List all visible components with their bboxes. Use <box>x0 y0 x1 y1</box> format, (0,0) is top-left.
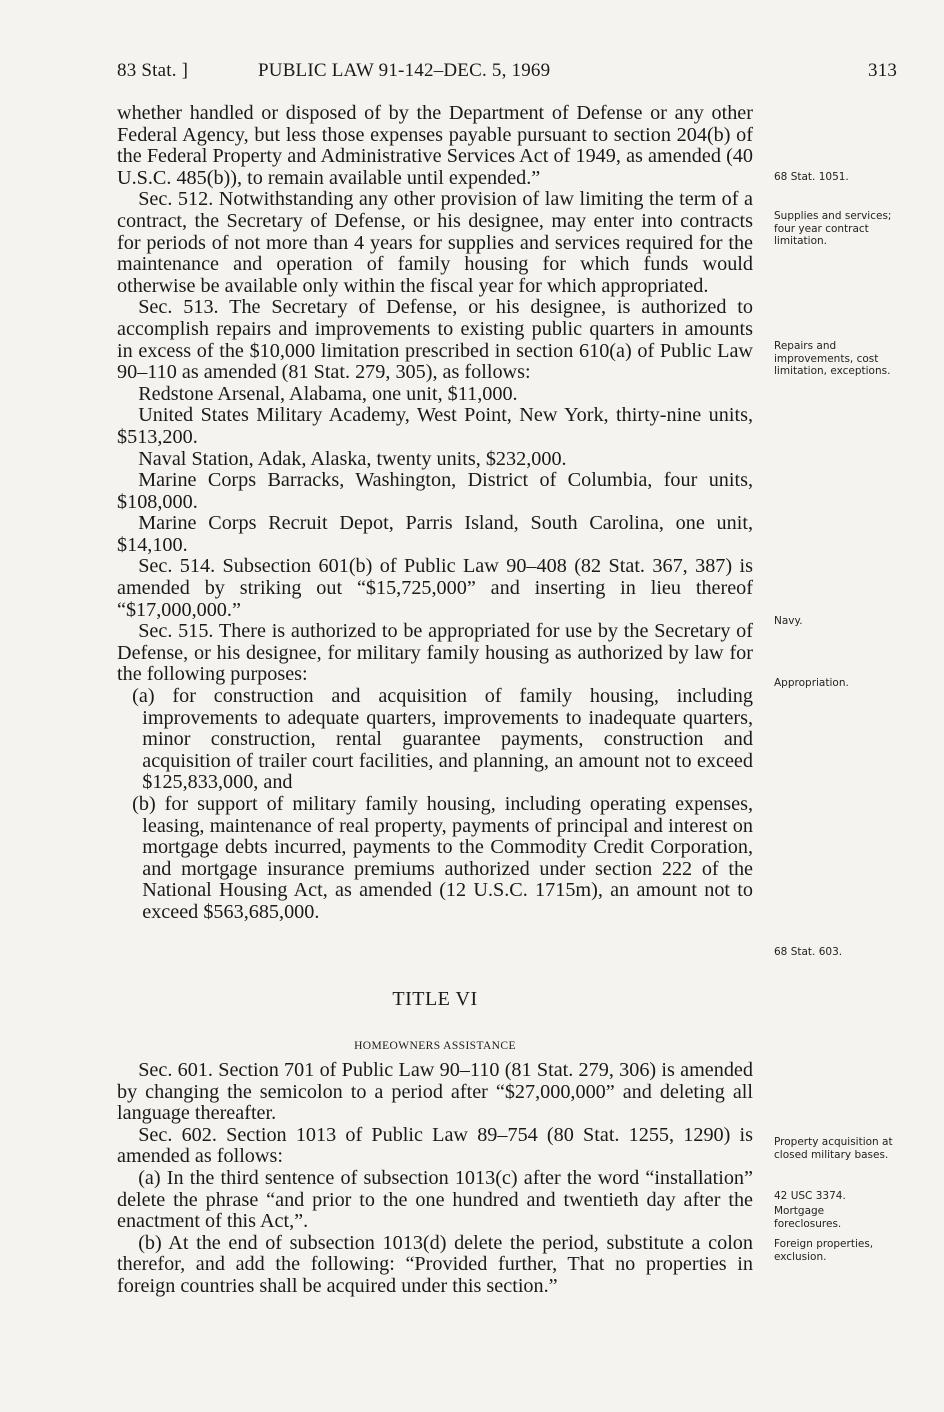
body-bottom <box>117 1060 753 1298</box>
margin-note: Property acquisition at closed military bases. <box>774 1136 893 1161</box>
section-515: Sec. 515. There is authorized to be appropriated for use by the Secretary of Defense, or his designee, for military family housing as authorized by law for the following purposes: <box>117 620 753 686</box>
margin-note: Navy. <box>774 615 803 627</box>
margin-note: Appropriation. <box>774 677 849 689</box>
section-512: Sec. 512. Notwithstanding any other provision of law limiting the term of a contract, the Secretary of Defense, or his designee, may enter into contracts for periods of not more than 4 years for supplies and services required for the maintenance and operation of family housing for which funds would otherwise be available only within the fiscal year for which appropriated. <box>117 188 753 297</box>
paragraph-continuation: whether handled or disposed of by the Department of Defense or any other Federal Agency, but less those expenses payable pursuant to section 204(b) of the Federal Property and Administrative Services Act of 1949, as amended (40 U.S.C. 485(b)), to remain available until expended.” <box>117 102 753 189</box>
header-title: PUBLIC LAW 91-142–DEC. 5, 1969 <box>258 60 551 81</box>
section-601: Sec. 601. Section 701 of Public Law 90–110 (81 Stat. 279, 306) is amended by changing the semicolon to a period after “$27,000,000” and deleting all language thereafter. <box>117 1059 753 1125</box>
body-top <box>117 103 753 924</box>
clause-602b: (b) At the end of subsection 1013(d) delete the period, substitute a colon therefor, and add the following: “Provided further, That no properties in foreign countries shall be acquired under this section.” <box>117 1231 753 1297</box>
section-602: Sec. 602. Section 1013 of Public Law 89–754 (80 Stat. 1255, 1290) is amended as follows: <box>117 1123 753 1168</box>
subheading: HOMEOWNERS ASSISTANCE <box>354 1040 516 1052</box>
margin-note: Supplies and services; four year contract limitation. <box>774 210 892 247</box>
list-item: Naval Station, Adak, Alaska, twenty units, $232,000. <box>138 447 567 470</box>
margin-note: Mortgage foreclosures. <box>774 1205 842 1230</box>
clause-602a: (a) In the third sentence of subsection 1013(c) after the word “installation” delete the phrase “and prior to the one hundred and twentieth day after the enactment of this Act,”. <box>117 1166 753 1233</box>
margin-note: Foreign properties, exclusion. <box>774 1238 874 1263</box>
margin-note: 68 Stat. 603. <box>774 946 843 958</box>
header-volume: 83 Stat. ] <box>117 60 189 81</box>
margin-note: Repairs and improvements, cost limitation, exceptions. <box>774 340 891 377</box>
margin-note: 68 Stat. 1051. <box>774 171 849 183</box>
margin-note: 42 USC 3374. <box>774 1190 846 1202</box>
list-item: Marine Corps Recruit Depot, Parris Island, South Carolina, one unit, $14,100. <box>117 512 753 556</box>
clause-a: (a) for construction and acquisition of family housing, including improvements to adequate quarters, improvements to inadequate quarters, minor construction, rental guarantee payments, construction and acquisition of trailer court facilities, and planning, an amount not to exceed $125,833,000, and <box>132 685 753 794</box>
section-514: Sec. 514. Subsection 601(b) of Public Law 90–408 (82 Stat. 367, 387) is amended by striking out “$15,725,000” and inserting in lieu thereof “$17,000,000.” <box>117 555 753 621</box>
list-item: United States Military Academy, West Point, New York, thirty-nine units, $513,200. <box>117 404 753 448</box>
list-item: Marine Corps Barracks, Washington, District of Columbia, four units, $108,000. <box>117 469 753 513</box>
section-513: Sec. 513. The Secretary of Defense, or his designee, is authorized to accomplish repairs and improvements to existing public quarters in amounts in excess of the $10,000 limitation prescribed in section 610(a) of Public Law 90–110 as amended (81 Stat. 279, 305), as follows: <box>117 296 753 384</box>
page-number: 313 <box>868 60 898 81</box>
title-heading: TITLE VI <box>392 988 478 1010</box>
list-item: Redstone Arsenal, Alabama, one unit, $11,000. <box>138 382 518 405</box>
clause-b: (b) for support of military family housing, including operating expenses, leasing, maintenance of real property, payments of principal and interest on mortgage debts incurred, payments to the Commodity Credit Corporation, and mortgage insurance premiums authorized under section 222 of the National Housing Act, as amended (12 U.S.C. 1715m), an amount not to exceed $563,685,000. <box>132 793 753 923</box>
